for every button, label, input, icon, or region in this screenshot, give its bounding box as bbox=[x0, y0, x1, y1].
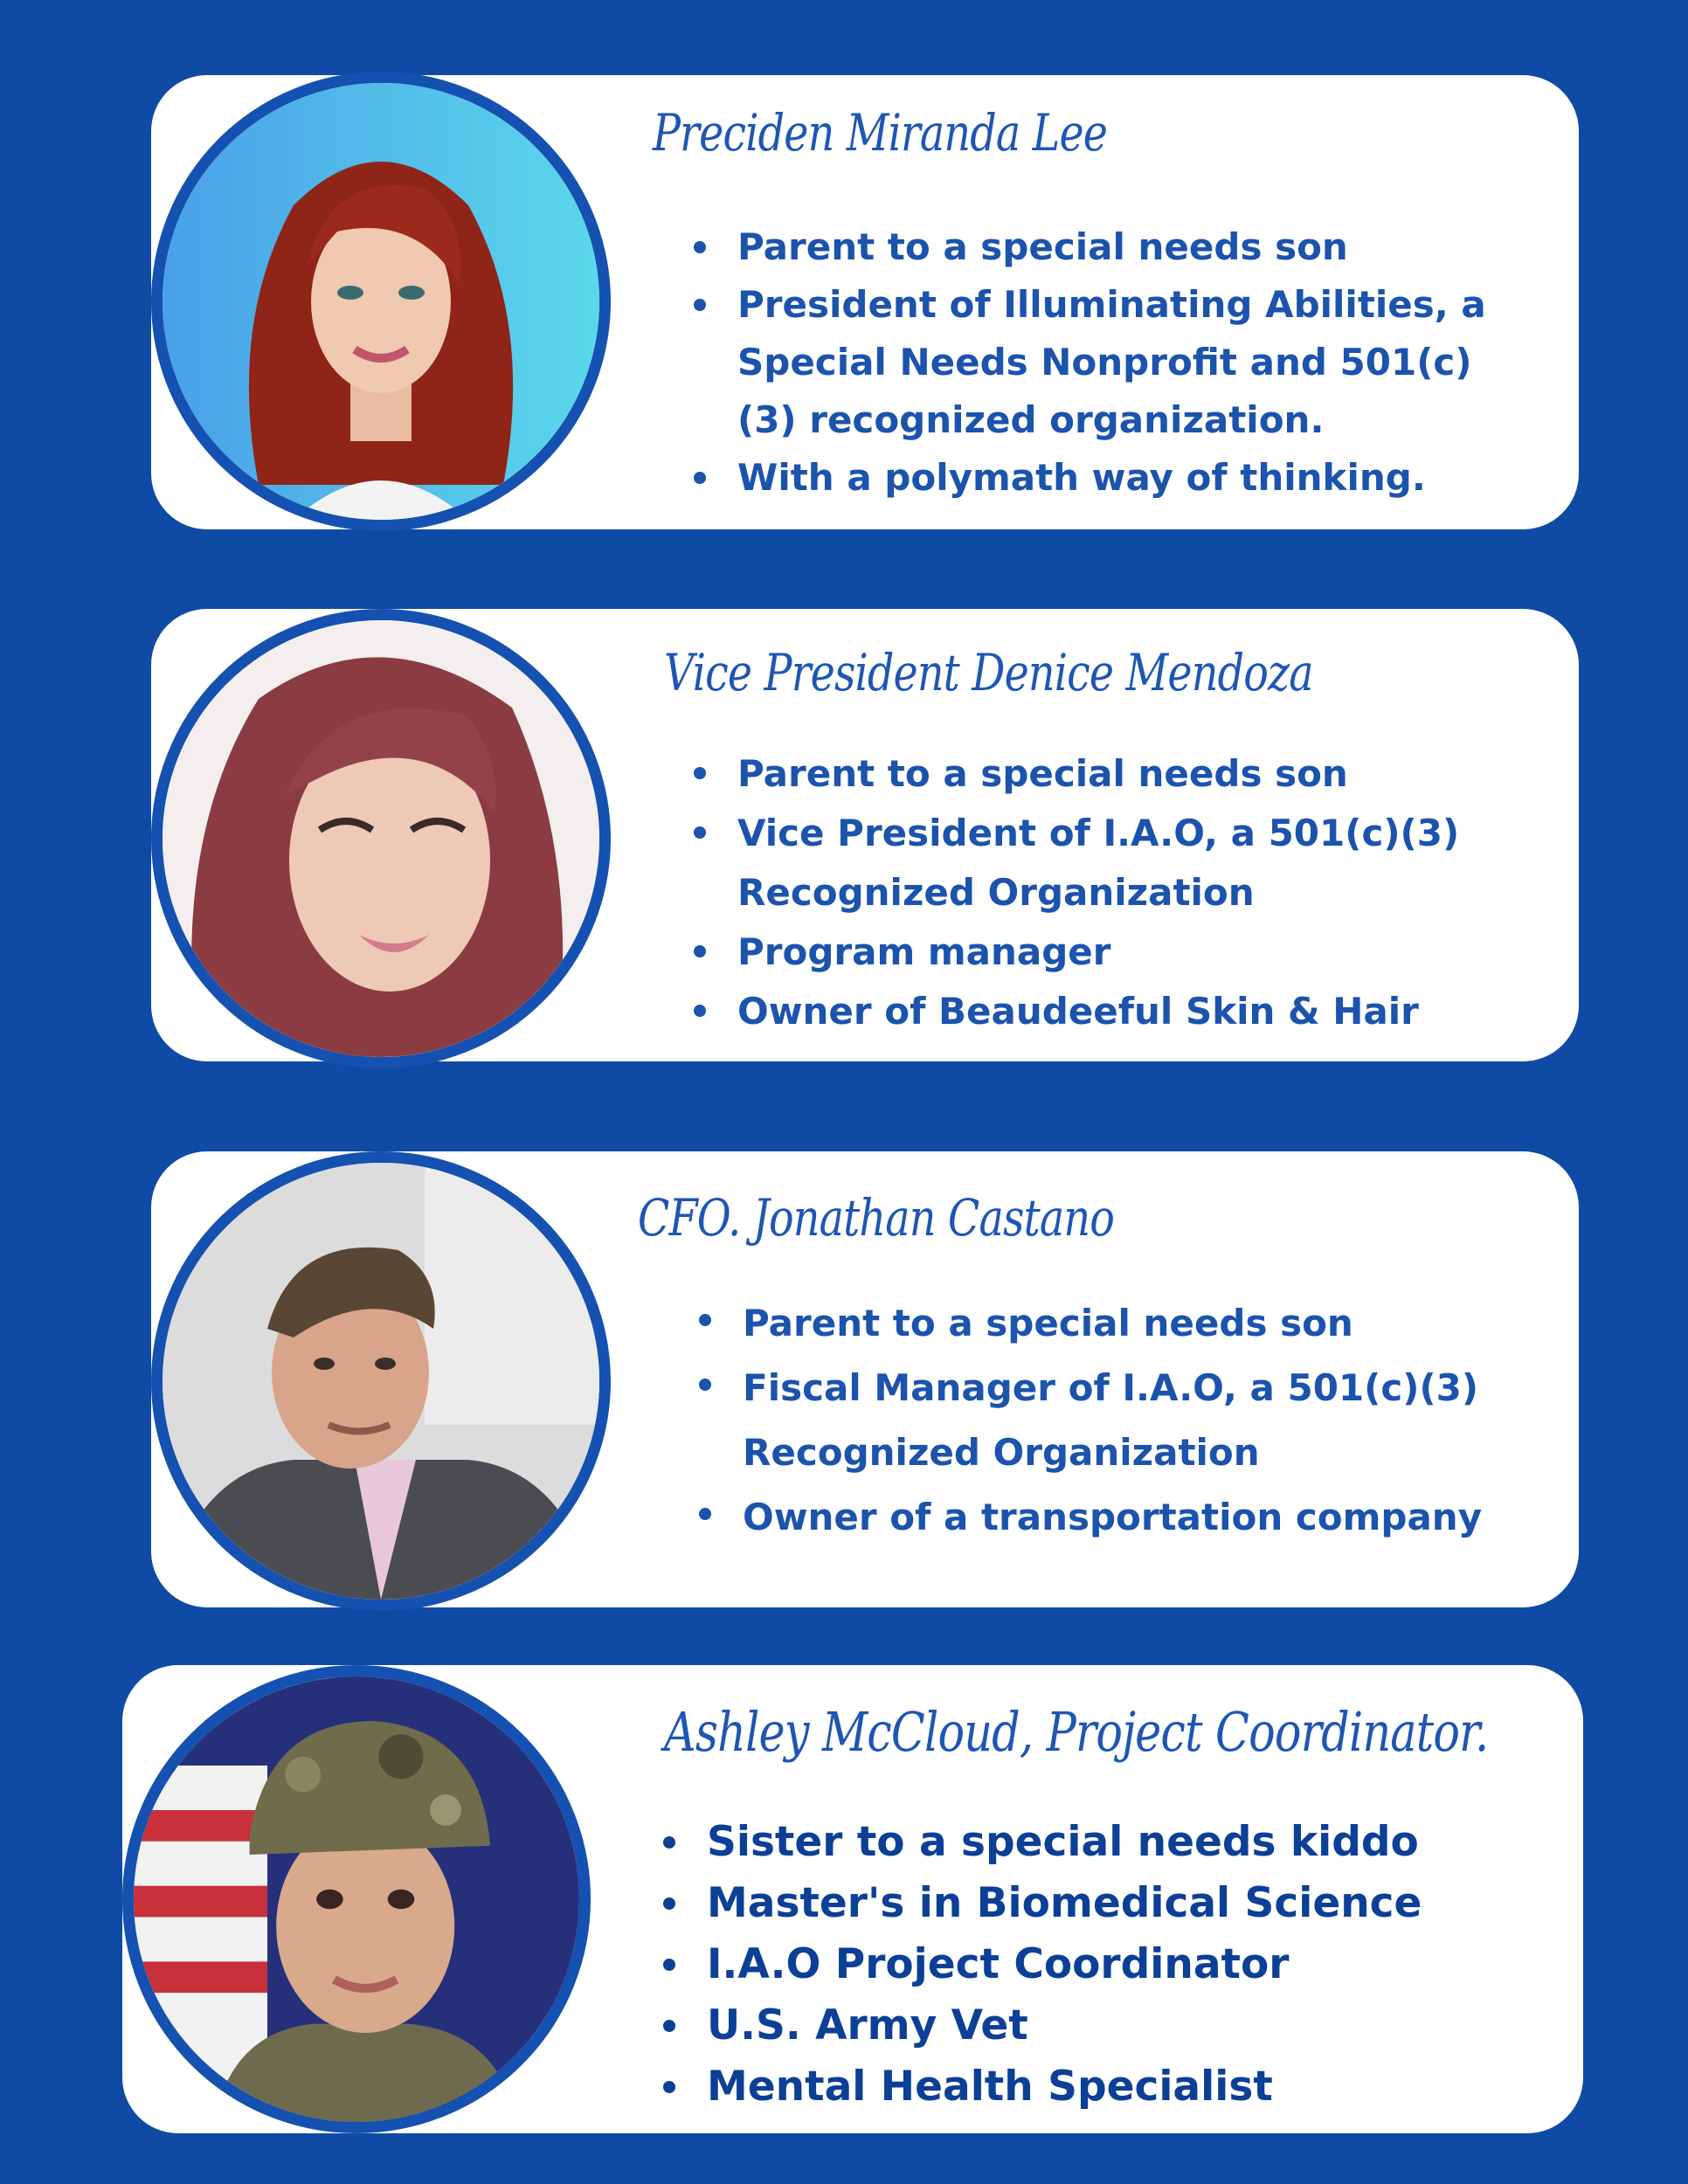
portrait-project-coordinator bbox=[122, 1665, 591, 2133]
bullet-list bbox=[660, 1812, 1533, 2118]
list-item: With a polymath way of thinking. bbox=[690, 449, 1529, 507]
list-item: President of Illuminating Abilities, a Special Needs Nonprofit and 501(c)(3) recognized organization. bbox=[690, 276, 1529, 449]
member-name: Preciden Miranda Lee bbox=[653, 103, 1108, 162]
portrait-photo-army-woman-with-flag-icon bbox=[134, 1676, 579, 2122]
member-name: Ashley McCloud, Project Coordinator. bbox=[664, 1700, 1489, 1764]
list-item: Owner of Beaudeeful Skin & Hair bbox=[690, 982, 1529, 1041]
list-item: Sister to a special needs kiddo bbox=[660, 1812, 1533, 1873]
list-item: Program manager bbox=[690, 923, 1529, 982]
list-item: U.S. Army Vet bbox=[660, 1995, 1533, 2056]
bullet-list bbox=[695, 1291, 1534, 1550]
list-item: I.A.O Project Coordinator bbox=[660, 1934, 1533, 1995]
member-name: Vice President Denice Mendoza bbox=[664, 643, 1313, 702]
portrait-vice-president bbox=[151, 609, 611, 1068]
list-item: Mental Health Specialist bbox=[660, 2056, 1533, 2118]
list-item: Master's in Biomedical Science bbox=[660, 1873, 1533, 1934]
list-item: Parent to a special needs son bbox=[690, 744, 1529, 804]
portrait-photo-man-in-suit-icon bbox=[163, 1163, 599, 1600]
list-item: Owner of a transportation company bbox=[695, 1485, 1534, 1550]
list-item: Vice President of I.A.O, a 501(c)(3) Recognized Organization bbox=[690, 804, 1529, 923]
list-item: Fiscal Manager of I.A.O, a 501(c)(3) Recognized Organization bbox=[695, 1356, 1534, 1485]
portrait-cfo bbox=[151, 1151, 611, 1611]
member-name: CFO. Jonathan Castano bbox=[638, 1188, 1115, 1248]
bullet-list bbox=[690, 218, 1529, 507]
portrait-photo-auburn-hair-woman-icon bbox=[163, 620, 599, 1057]
portrait-photo-red-hair-woman-icon bbox=[163, 83, 599, 520]
bullet-list bbox=[690, 744, 1529, 1041]
list-item: Parent to a special needs son bbox=[690, 218, 1529, 276]
portrait-president bbox=[151, 72, 611, 531]
list-item: Parent to a special needs son bbox=[695, 1291, 1534, 1356]
